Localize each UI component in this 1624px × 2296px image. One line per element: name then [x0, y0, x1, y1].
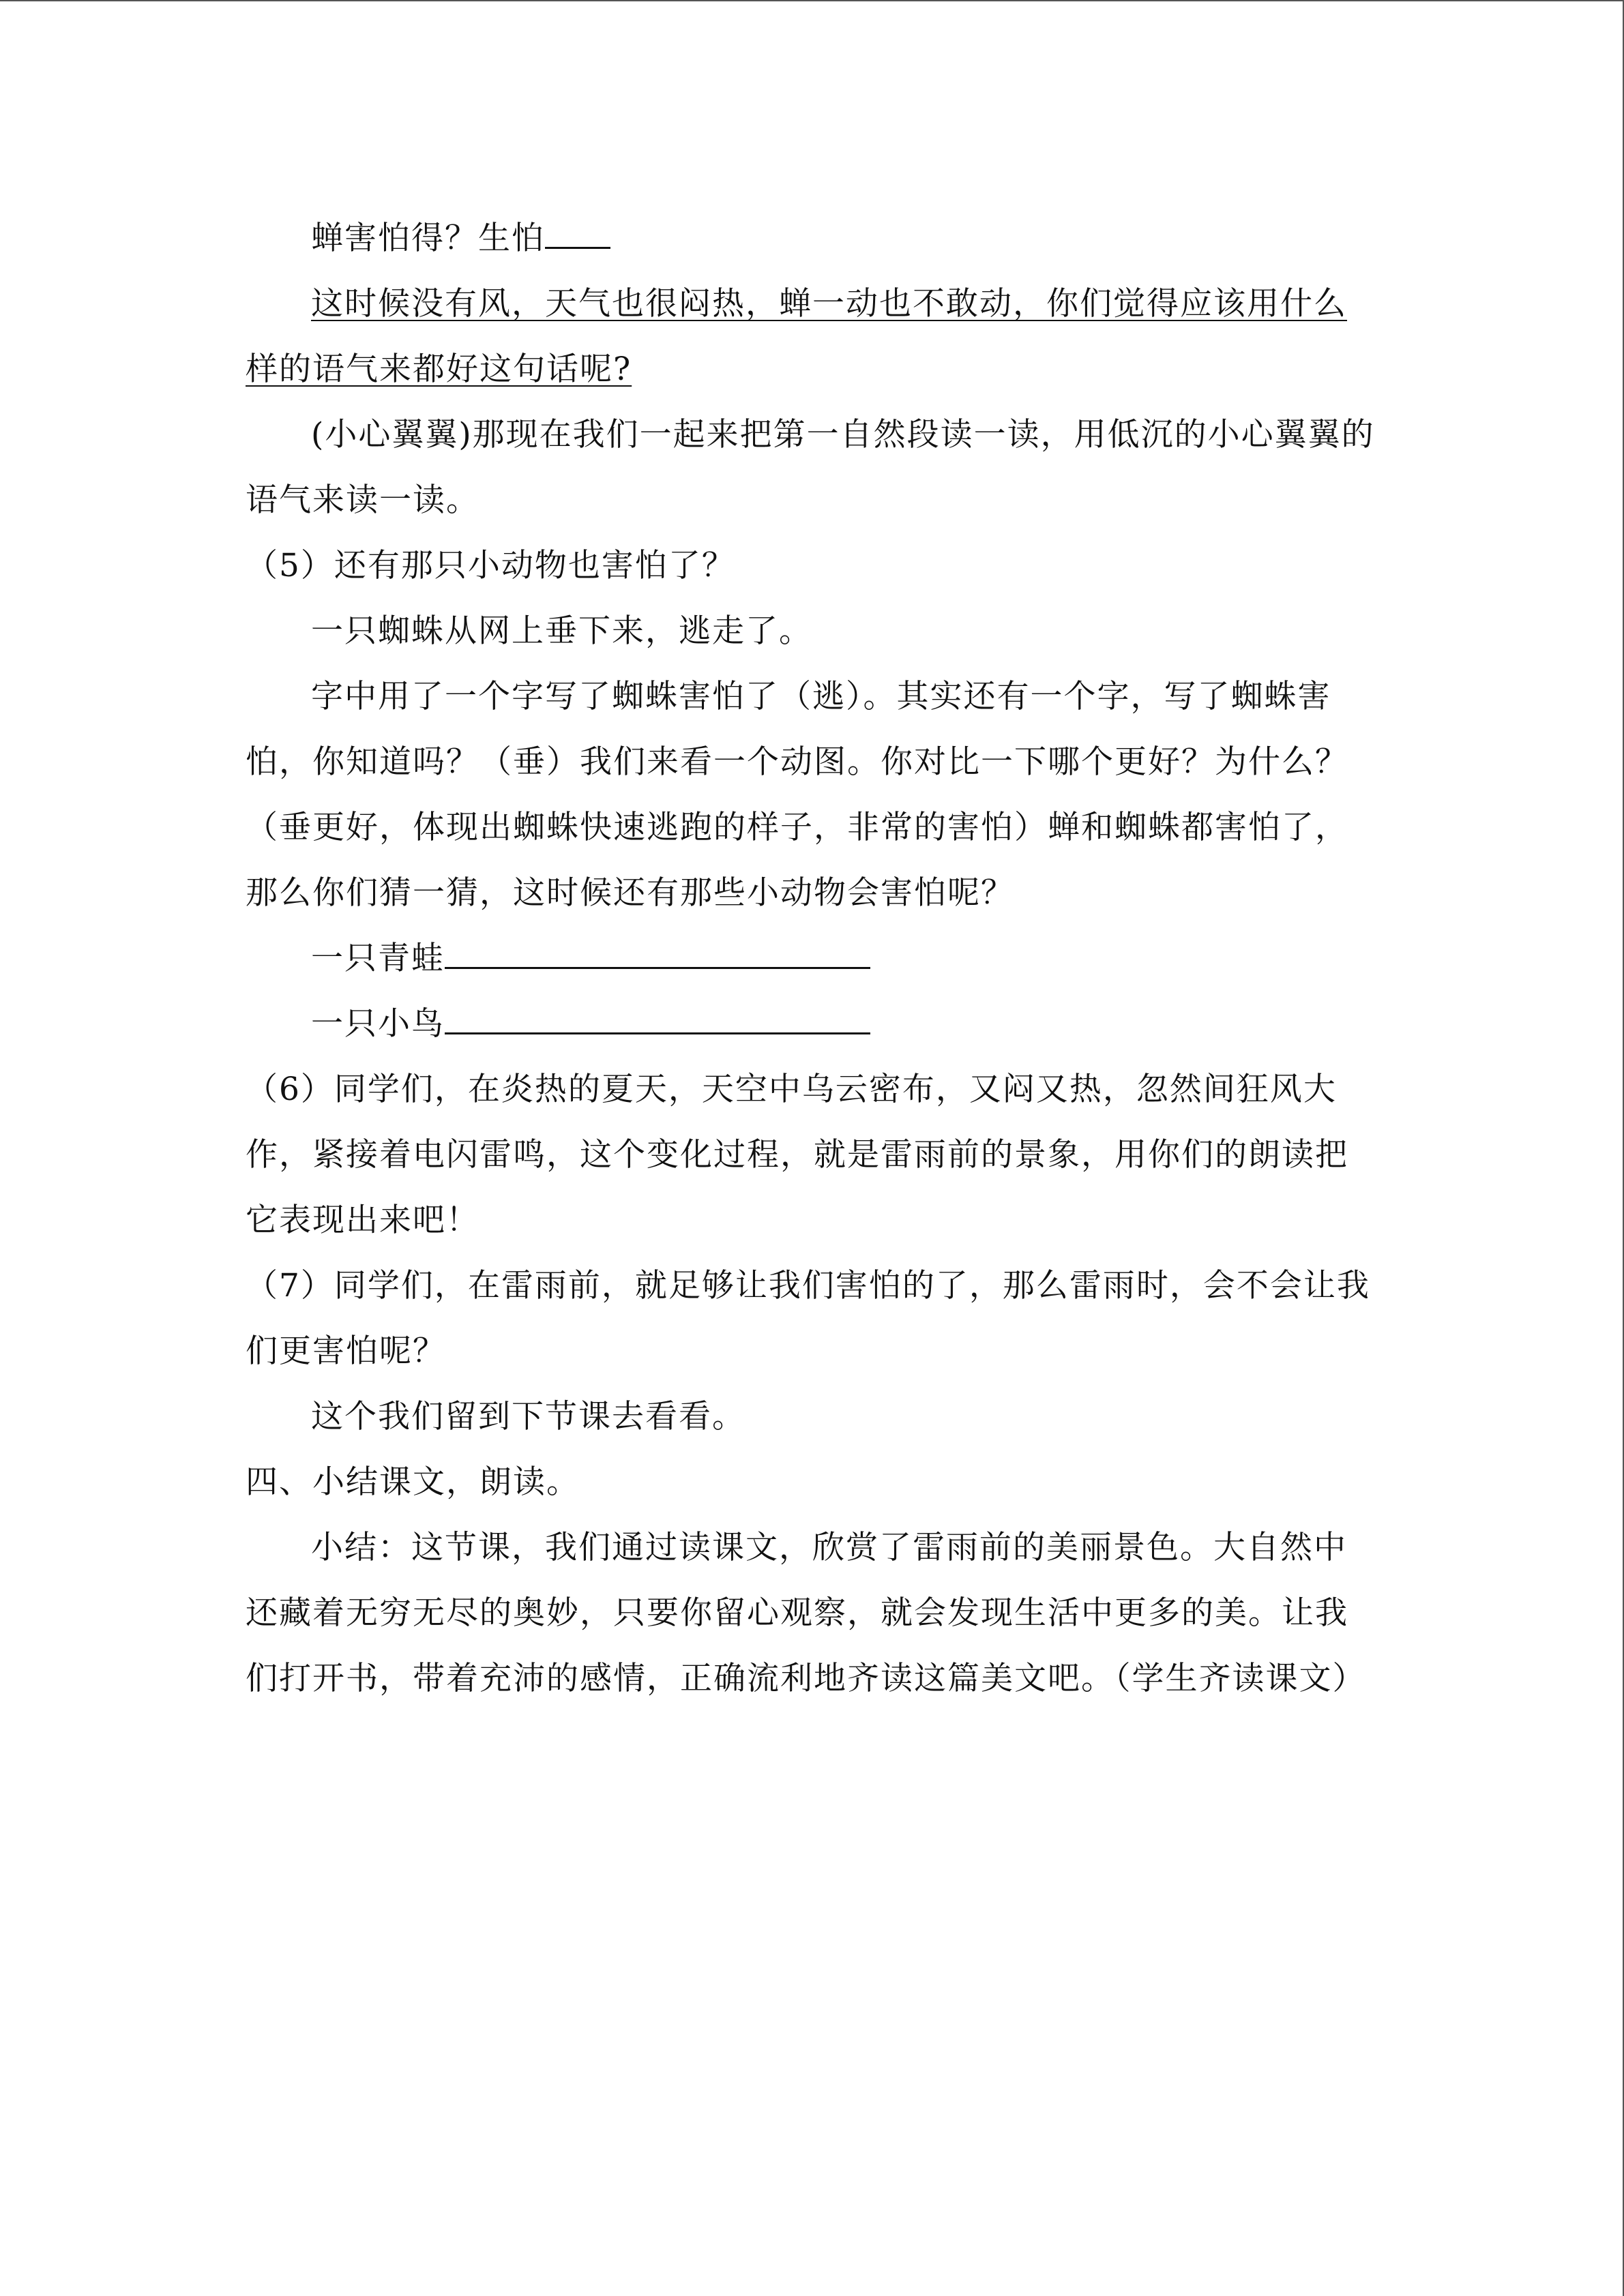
- paragraph-question-tone: [246, 271, 1378, 402]
- document-body: [246, 206, 1378, 1712]
- paragraph-cicada-afraid: [246, 206, 1378, 271]
- paragraph-frog: [246, 926, 1378, 992]
- paragraph-spider-analysis: 字中用了一个字写了蜘蛛害怕了（逃）。其实还有一个字，写了蜘蛛害怕，你知道吗？（垂）我们来看一个动图。你对比一下哪个更好？为什么？（垂更好，体现出蜘蛛快速逃跑的样子，非常的害怕）蝉和蜘蛛都害怕了，那么你们猜一猜，这时候还有那些小动物会害怕呢？: [246, 678, 1348, 912]
- paragraph-step-7: （7）同学们，在雷雨前，就足够让我们害怕的了，那么雷雨时，会不会让我们更害怕呢？: [246, 1267, 1370, 1370]
- paragraph-step-6: （6）同学们，在炎热的夏天，天空中乌云密布，又闷又热，忽然间狂风大作，紧接着电闪雷鸣，这个变化过程，就是雷雨前的景象，用你们的朗读把它表现出来吧！: [246, 1071, 1348, 1239]
- paragraph-text: 蝉害怕得？生怕: [311, 220, 545, 257]
- underlined-question: 这时候没有风，天气也很闷热，蝉一动也不敢动，你们觉得应该用什么样的语气来都好这句话呢?: [246, 285, 1347, 388]
- fill-in-blank: [445, 1005, 870, 1034]
- fill-in-blank: [445, 940, 870, 969]
- fill-in-blank: [545, 220, 610, 249]
- paragraph-text: 一只小鸟: [311, 1005, 445, 1043]
- paragraph-step-5: （5）还有那只小动物也害怕了？: [246, 547, 735, 584]
- paragraph-bird: [246, 992, 1378, 1057]
- paragraph-text: 一只青蛙: [311, 940, 445, 977]
- paragraph-next-lesson: 这个我们留到下节课去看看。: [311, 1398, 745, 1435]
- paragraph-spider: 一只蜘蛛从网上垂下来，逃走了。: [311, 612, 812, 650]
- section-heading-summary: 四、小结课文，朗读。: [246, 1463, 580, 1501]
- paragraph-read-aloud: (小心翼翼)那现在我们一起来把第一自然段读一读，用低沉的小心翼翼的语气来读一读。: [246, 416, 1375, 519]
- paragraph-summary: 小结：这节课，我们通过读课文，欣赏了雷雨前的美丽景色。大自然中还藏着无穷无尽的奥妙，只要你留心观察，就会发现生活中更多的美。让我们打开书，带着充沛的感情，正确流利地齐读这篇美文吧。（学生齐读课文）: [246, 1529, 1366, 1697]
